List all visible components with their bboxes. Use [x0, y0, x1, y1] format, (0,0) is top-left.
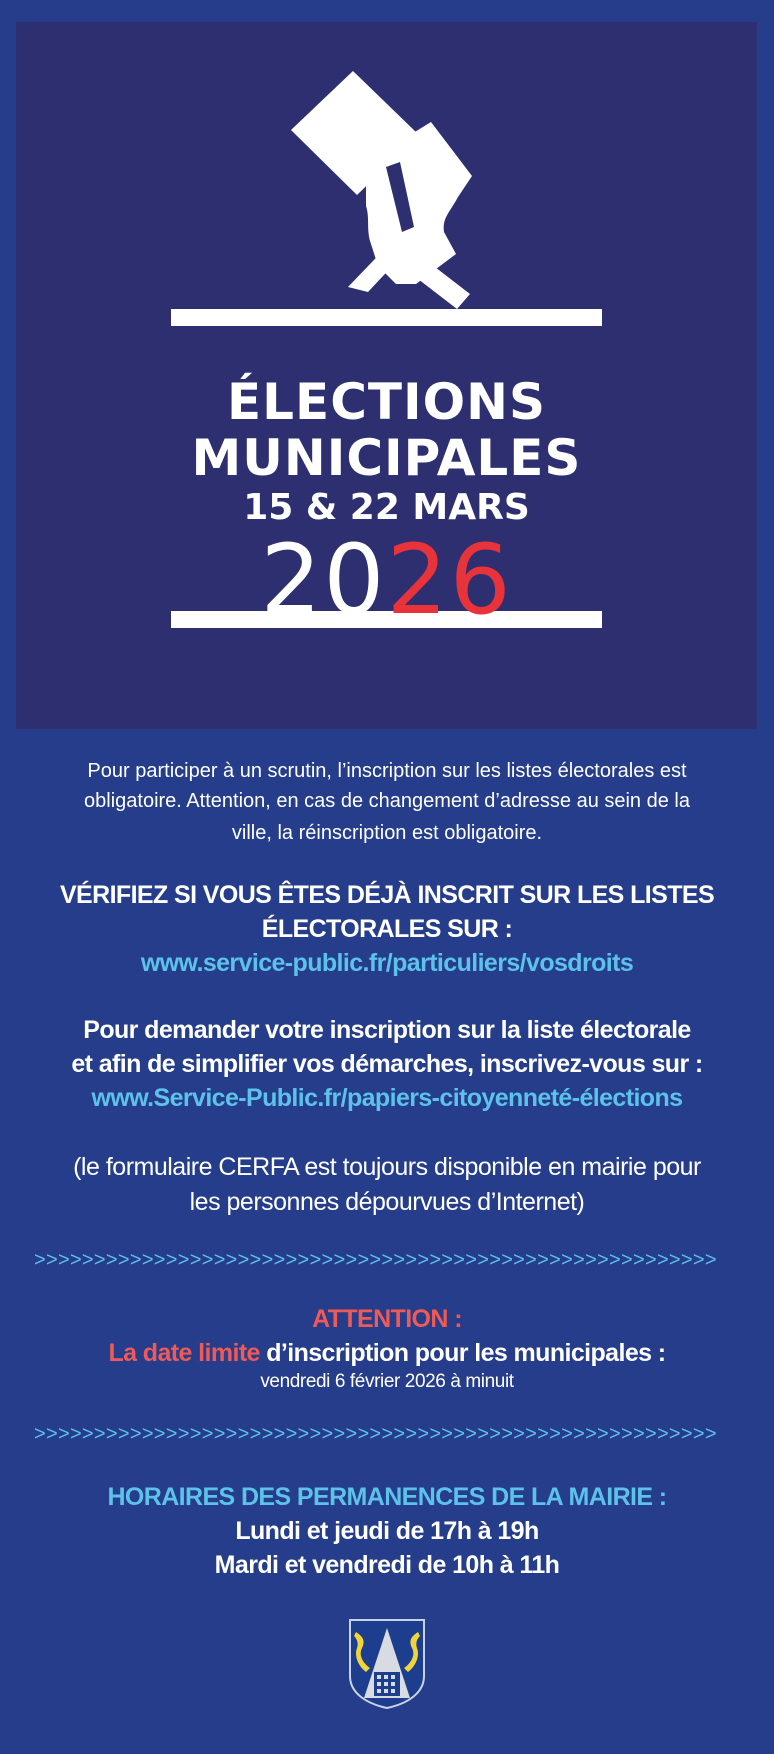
attention-block: [20, 1302, 754, 1394]
poster-year: [16, 524, 757, 636]
deadline-highlight: La date limite: [108, 1339, 260, 1367]
poster-year-white: 20: [260, 524, 387, 636]
check-line1: VÉRIFIEZ SI VOUS ÊTES DÉJÀ INSCRIT SUR LES LISTES: [59, 881, 715, 909]
request-line2: et afin de simplifier vos démarches, inscrivez-vous sur :: [71, 1050, 703, 1078]
service-public-link[interactable]: www.Service-Public.fr/papiers-citoyenneté-élections: [91, 1084, 683, 1112]
attention-title: ATTENTION :: [312, 1305, 462, 1333]
hours-line1: Lundi et jeudi de 17h à 19h: [235, 1517, 539, 1545]
poster-title-line1: ÉLECTIONS: [227, 373, 546, 431]
hours-line2: Mardi et vendredi de 10h à 11h: [214, 1551, 560, 1579]
check-line2: ÉLECTORALES SUR :: [261, 915, 513, 943]
intro-paragraph: [20, 756, 754, 848]
vosdroits-link[interactable]: www.service-public.fr/particuliers/vosdroits: [140, 949, 634, 977]
request-registration-block: [20, 1013, 754, 1115]
request-line1: Pour demander votre inscription sur la liste électorale: [83, 1016, 691, 1044]
intro-line3: ville, la réinscription est obligatoire.: [231, 822, 543, 844]
deadline-date: vendredi 6 février 2026 à minuit: [260, 1371, 514, 1392]
intro-line1: Pour participer à un scrutin, l’inscription sur les listes électorales est: [87, 760, 687, 782]
poster-dates: 15 & 22 MARS: [243, 487, 530, 528]
poster-title-line2: MUNICIPALES: [191, 429, 582, 487]
hours-title: HORAIRES DES PERMANENCES DE LA MAIRIE :: [107, 1483, 667, 1511]
town-hall-hours: [20, 1480, 754, 1582]
separator-arrows: >>>>>>>>>>>>>>>>>>>>>>>>>>>>>>>>>>>>>>>>>>>>>>>>>>>>>>>>>: [34, 1424, 717, 1444]
separator-arrows: >>>>>>>>>>>>>>>>>>>>>>>>>>>>>>>>>>>>>>>>>>>>>>>>>>>>>>>>>: [34, 1250, 717, 1270]
cerfa-line2: les personnes dépourvues d’Internet): [189, 1188, 585, 1216]
cerfa-line1: (le formulaire CERFA est toujours disponible en mairie pour: [73, 1153, 701, 1181]
cerfa-note: [20, 1150, 754, 1220]
intro-line2: obligatoire. Attention, en cas de changement d’adresse au sein de la: [84, 790, 690, 812]
check-registration-block: [20, 878, 754, 980]
poster-year-red: 26: [386, 524, 513, 636]
election-poster: [16, 22, 757, 729]
town-crest-icon: [348, 1618, 426, 1710]
deadline-text: d’inscription pour les municipales :: [259, 1339, 666, 1367]
